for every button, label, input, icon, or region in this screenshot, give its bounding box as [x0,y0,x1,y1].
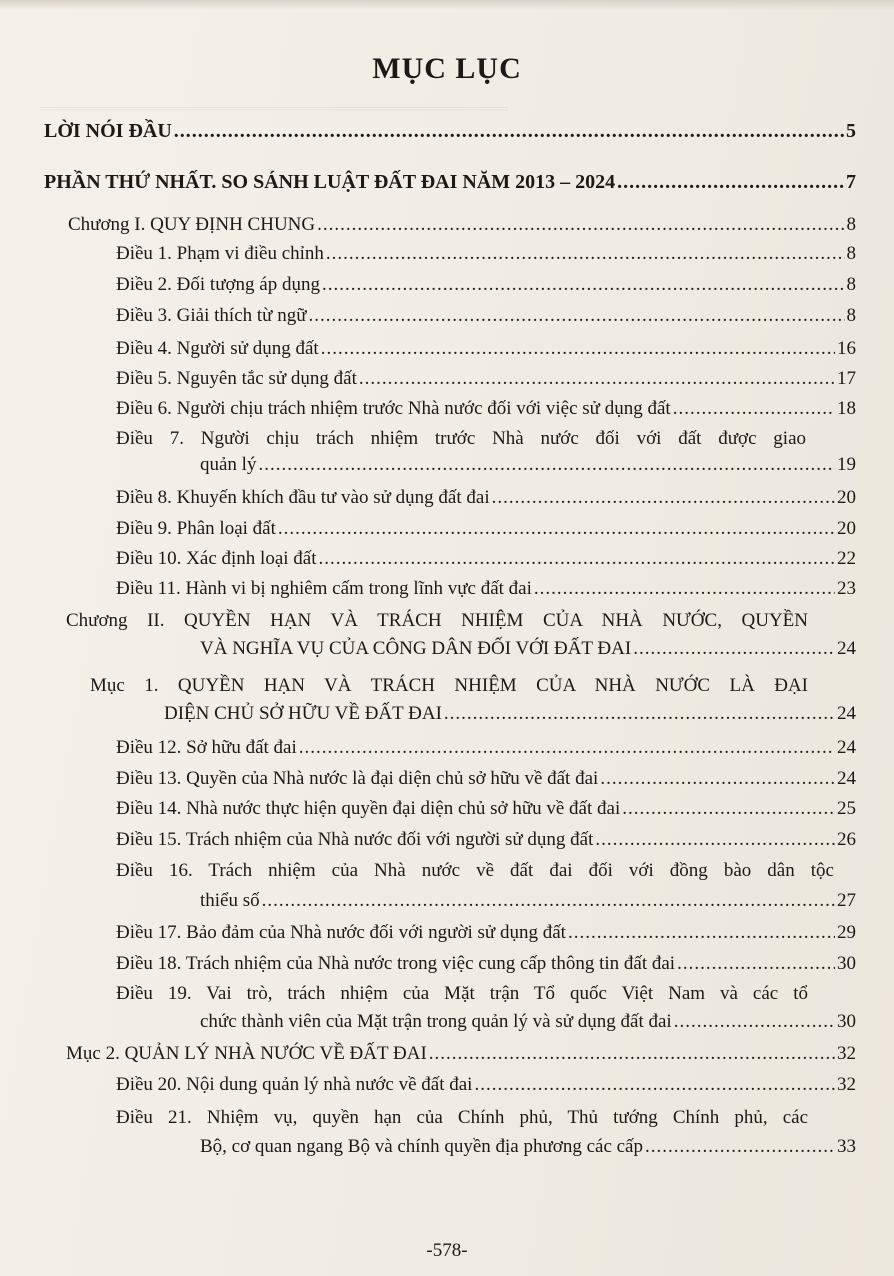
toc-entry-article-16[interactable] [200,890,856,912]
toc-entry-label: Điều 10. Xác định loại đất [116,548,317,569]
toc-entry-article-19-line1[interactable]: Điều 19. Vai trò, trách nhiệm của Mặt trận Tổ quốc Việt Nam và các tổ [116,983,808,1004]
toc-entry-article-20[interactable] [116,1074,856,1096]
toc-entry-article-4[interactable] [116,338,856,360]
toc-entry-label: Điều 8. Khuyến khích đầu tư vào sử dụng đất đai [116,487,490,508]
toc-entry-page: 22 [837,548,856,569]
toc-leader-dots [600,768,835,790]
toc-leader-dots [429,1043,835,1065]
toc-entry-article-18[interactable] [116,953,856,975]
toc-entry-article-15[interactable] [116,829,856,851]
toc-entry-label: Điều 1. Phạm vi điều chỉnh [116,243,324,264]
toc-entry-continuation: quản lý [200,454,257,475]
toc-entry-article-6[interactable] [116,398,856,420]
toc-leader-dots [617,171,844,194]
toc-entry-continuation: Bộ, cơ quan ngang Bộ và chính quyền địa phương các cấp [200,1136,643,1157]
toc-leader-dots [321,338,835,360]
toc-entry-page: 8 [846,214,856,235]
toc-leader-dots [595,829,835,851]
page-top-edge [0,0,894,10]
bleed-through: ‗‗‗‗‗‗‗‗‗‗‗‗‗‗‗‗‗‗‗‗‗‗‗‗‗‗‗‗‗‗‗‗‗‗‗‗‗‗‗‗‗‗‗‗‗‗‗‗‗‗‗‗ [40,90,508,110]
toc-leader-dots [326,243,845,265]
toc-leader-dots [319,548,835,570]
toc-entry-continuation: VÀ NGHĨA VỤ CỦA CÔNG DÂN ĐỐI VỚI ĐẤT ĐAI [200,638,632,659]
toc-entry-page: 24 [837,768,856,789]
toc-entry-label: Điều 17. Bảo đảm của Nhà nước đối với người sử dụng đất [116,922,566,943]
toc-entry-continuation: thiểu số [200,890,260,911]
toc-entry-page: 32 [837,1043,856,1064]
toc-entry-page: 27 [837,890,856,911]
toc-entry-article-7-line1[interactable]: Điều 7. Người chịu trách nhiệm trước Nhà nước đối với đất được giao [116,428,806,449]
toc-entry-section-1-line1[interactable]: Mục 1. QUYỀN HẠN VÀ TRÁCH NHIỆM CỦA NHÀ NƯỚC LÀ ĐẠI [90,675,808,696]
toc-leader-dots [534,578,835,600]
toc-entry-article-21-line1[interactable]: Điều 21. Nhiệm vụ, quyền hạn của Chính phủ, Thủ tướng Chính phủ, các [116,1107,808,1128]
toc-entry-article-5[interactable] [116,368,856,390]
toc-entry-page: 30 [837,953,856,974]
toc-entry-page: 8 [846,243,856,264]
toc-entry-preface[interactable] [44,120,856,143]
toc-entry-page: 16 [837,338,856,359]
page-number: -578- [426,1240,468,1261]
toc-entry-article-11[interactable] [116,578,856,600]
toc-entry-article-7[interactable] [200,454,856,476]
toc-entry-continuation: DIỆN CHỦ SỞ HỮU VỀ ĐẤT ĐAI [164,703,442,724]
toc-entry-page: 7 [846,171,856,193]
page-title: MỤC LỤC [372,52,522,85]
toc-entry-chapter-2-line1[interactable]: Chương II. QUYỀN HẠN VÀ TRÁCH NHIỆM CỦA NHÀ NƯỚC, QUYỀN [66,610,808,631]
toc-entry-label: Điều 20. Nội dung quản lý nhà nước về đất đai [116,1074,473,1095]
toc-entry-page: 20 [837,487,856,508]
toc-leader-dots [359,368,835,390]
toc-entry-label: Điều 12. Sở hữu đất đai [116,737,297,758]
toc-entry-label: Điều 6. Người chịu trách nhiệm trước Nhà nước đối với việc sử dụng đất [116,398,671,419]
toc-leader-dots [322,274,845,296]
toc-entry-article-21[interactable] [200,1136,856,1158]
toc-entry-label: Điều 4. Người sử dụng đất [116,338,319,359]
toc-entry-page: 20 [837,518,856,539]
toc-leader-dots [474,1074,835,1096]
toc-entry-page: 5 [846,120,856,142]
toc-entry-label: Điều 14. Nhà nước thực hiện quyền đại diện chủ sở hữu về đất đai [116,798,621,819]
toc-leader-dots [674,1011,835,1033]
toc-entry-label: Điều 5. Nguyên tắc sử dụng đất [116,368,357,389]
toc-entry-label: Chương I. QUY ĐỊNH CHUNG [68,214,316,235]
toc-entry-article-3[interactable] [116,305,856,327]
toc-entry-label: Mục 2. QUẢN LÝ NHÀ NƯỚC VỀ ĐẤT ĐAI [66,1043,427,1064]
toc-leader-dots [174,120,844,143]
toc-entry-page: 19 [837,454,856,475]
toc-leader-dots [317,214,844,236]
toc-entry-page: 23 [837,578,856,599]
toc-entry-article-8[interactable] [116,487,856,509]
toc-entry-page: 8 [846,274,856,295]
toc-entry-article-16-line1[interactable]: Điều 16. Trách nhiệm của Nhà nước về đất đai đối với đồng bào dân tộc [116,860,834,881]
toc-entry-label: Điều 15. Trách nhiệm của Nhà nước đối với người sử dụng đất [116,829,594,850]
toc-entry-page: 17 [837,368,856,389]
toc-leader-dots [633,638,835,660]
toc-entry-page: 30 [837,1011,856,1032]
toc-entry-label: PHẦN THỨ NHẤT. SO SÁNH LUẬT ĐẤT ĐAI NĂM 2013 – 2024 [44,171,616,193]
toc-entry-article-14[interactable] [116,798,856,820]
toc-entry-continuation: chức thành viên của Mặt trận trong quản lý và sử dụng đất đai [200,1011,672,1032]
toc-entry-label: Điều 18. Trách nhiệm của Nhà nước trong việc cung cấp thông tin đất đai [116,953,676,974]
toc-entry-article-2[interactable] [116,274,856,296]
toc-leader-dots [444,703,835,725]
toc-entry-chapter-1[interactable] [68,214,856,236]
toc-leader-dots [645,1136,835,1158]
toc-leader-dots [278,518,835,540]
toc-entry-part-1[interactable] [44,171,856,194]
toc-entry-label: Điều 9. Phân loại đất [116,518,276,539]
toc-entry-page: 8 [846,305,856,326]
toc-entry-section-1[interactable] [164,703,856,725]
toc-entry-page: 24 [837,737,856,758]
toc-entry-label: Điều 2. Đối tượng áp dụng [116,274,320,295]
toc-entry-chapter-2[interactable] [200,638,856,660]
toc-entry-page: 33 [837,1136,856,1157]
toc-entry-page: 29 [837,922,856,943]
toc-entry-article-1[interactable] [116,243,856,265]
toc-entry-article-12[interactable] [116,737,856,759]
toc-entry-label: Điều 13. Quyền của Nhà nước là đại diện chủ sở hữu về đất đai [116,768,599,789]
toc-entry-page: 26 [837,829,856,850]
toc-entry-label: Điều 11. Hành vi bị nghiêm cấm trong lĩnh vực đất đai [116,578,532,599]
toc-entry-article-9[interactable] [116,518,856,540]
toc-leader-dots [622,798,835,820]
toc-leader-dots [568,922,835,944]
toc-entry-page: 25 [837,798,856,819]
toc-entry-page: 24 [837,703,856,724]
toc-entry-article-17[interactable] [116,922,856,944]
toc-entry-page: 24 [837,638,856,659]
toc-leader-dots [492,487,835,509]
toc-leader-dots [673,398,835,420]
toc-entry-article-19[interactable] [200,1011,856,1033]
toc-entry-article-13[interactable] [116,768,856,790]
toc-leader-dots [258,454,835,476]
toc-leader-dots [299,737,835,759]
toc-entry-section-2[interactable] [66,1043,856,1065]
toc-leader-dots [677,953,835,975]
toc-entry-page: 32 [837,1074,856,1095]
toc-entry-label: LỜI NÓI ĐẦU [44,120,172,142]
toc-entry-article-10[interactable] [116,548,856,570]
toc-entry-page: 18 [837,398,856,419]
toc-leader-dots [262,890,835,912]
toc-leader-dots [309,305,845,327]
toc-entry-label: Điều 3. Giải thích từ ngữ [116,305,307,326]
